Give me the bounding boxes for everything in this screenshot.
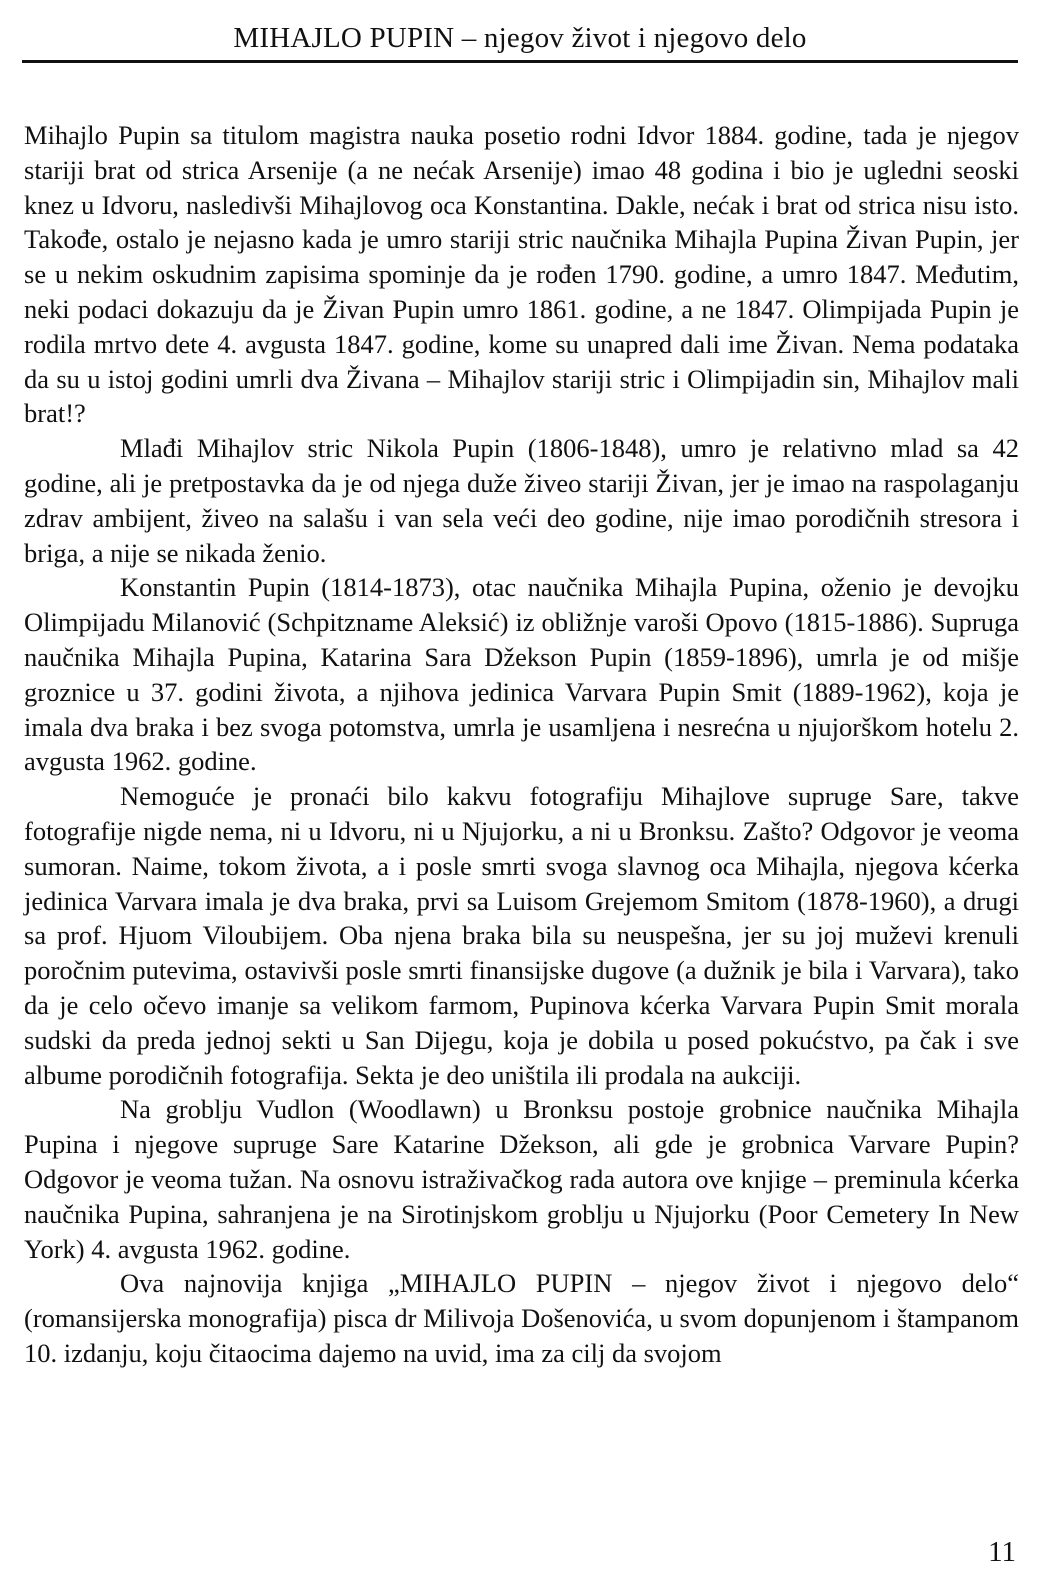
- paragraph-1: Mihajlo Pupin sa titulom magistra nauka posetio rodni Idvor 1884. godine, tada je njegov stariji brat od strica Arsenije (a ne nećak Arsenije) imao 48 godina i bio je ugledni seoski knez u Idvoru, nasledivši Mihajlovog oca Konstantina. Dakle, nećak i brat od strica nisu isto. Takođe, ostalo je nejasno kada je umro stariji stric naučnika Mihajla Pupina Živan Pupin, jer se u nekim oskudnim zapisima spominje da je rođen 1790. godine, a umro 1847. Međutim, neki podaci dokazuju da je Živan Pupin umro 1861. godine, a ne 1847. Olimpijada Pupin je rodila mrtvo dete 4. avgusta 1847. godine, kome su unapred dali ime Živan. Nema podataka da su u istoj godini umrli dva Živana – Mihajlov stariji stric i Olimpijadin sin, Mihajlov mali brat!?: [24, 120, 1019, 429]
- paragraph-5: Na groblju Vudlon (Woodlawn) u Bronksu postoje grobnice naučnika Mihajla Pupina i njegove supruge Sare Katarine Džekson, ali gde je grobnica Varvare Pupin? Odgovor je veoma tužan. Na osnovu istraživačkog rada autora ove knjige – preminula kćerka naučnika Pupina, sahranjena je na Sirotinjskom groblju u Njujorku (Poor Cemetery In New York) 4. avgusta 1962. godine.: [24, 1094, 1019, 1264]
- paragraph-3: Konstantin Pupin (1814-1873), otac naučnika Mihajla Pupina, oženio je devojku Olimpijadu Milanović (Schpitzname Aleksić) iz obližnje varoši Opovo (1815-1886). Supruga naučnika Mihajla Pupina, Katarina Sara Džekson Pupin (1859-1896), umrla je od mišje groznice u 37. godini života, a njihova jedinica Varvara Pupin Smit (1889-1962), koja je imala dva braka i bez svoga potomstva, umrla je usamljena i nesrećna u njujorškom hotelu 2. avgusta 1962. godine.: [24, 572, 1019, 777]
- body-text: [24, 118, 1019, 1371]
- page-number: 11: [988, 1536, 1016, 1568]
- running-header: MIHAJLO PUPIN – njegov život i njegovo delo: [233, 22, 807, 54]
- paragraph-2: Mlađi Mihajlov stric Nikola Pupin (1806-1848), umro je relativno mlad sa 42 godine, ali je pretpostavka da je od njega duže živeo stariji Živan, jer je imao na raspolaganju zdrav ambijent, živeo na salašu i van sela veći deo godine, nije imao porodičnih stresora i briga, a nije se nikada ženio.: [24, 433, 1019, 568]
- header-rule: [22, 60, 1018, 63]
- paragraph-6: Ova najnovija knjiga „MIHAJLO PUPIN – njegov život i njegovo delo“ (romansijerska monografija) pisca dr Milivoja Došenovića, u svom dopunjenom i štampanom 10. izdanju, koju čitaocima dajemo na uvid, ima za cilj da svojom: [24, 1268, 1019, 1368]
- paragraph-4: Nemoguće je pronaći bilo kakvu fotografiju Mihajlove supruge Sare, takve fotografije nigde nema, ni u Idvoru, ni u Njujorku, a ni u Bronksu. Zašto? Odgovor je veoma sumoran. Naime, tokom života, a i posle smrti svoga slavnog oca Mihajla, njegova kćerka jedinica Varvara imala je dva braka, prvi sa Luisom Grejemom Smitom (1878-1960), a drugi sa prof. Hjuom Viloubijem. Oba njena braka bila su neuspešna, jer su joj muževi krenuli poročnim putevima, ostavivši posle smrti finansijske dugove (a dužnik je bila i Varvara), tako da je celo očevo imanje sa velikom farmom, Pupinova kćerka Varvara Pupin Smit morala sudski da preda jednoj sekti u San Dijegu, koja je dobila u posed pokućstvo, pa čak i sve albume porodičnih fotografija. Sekta je deo uništila ili prodala na aukciji.: [24, 781, 1019, 1090]
